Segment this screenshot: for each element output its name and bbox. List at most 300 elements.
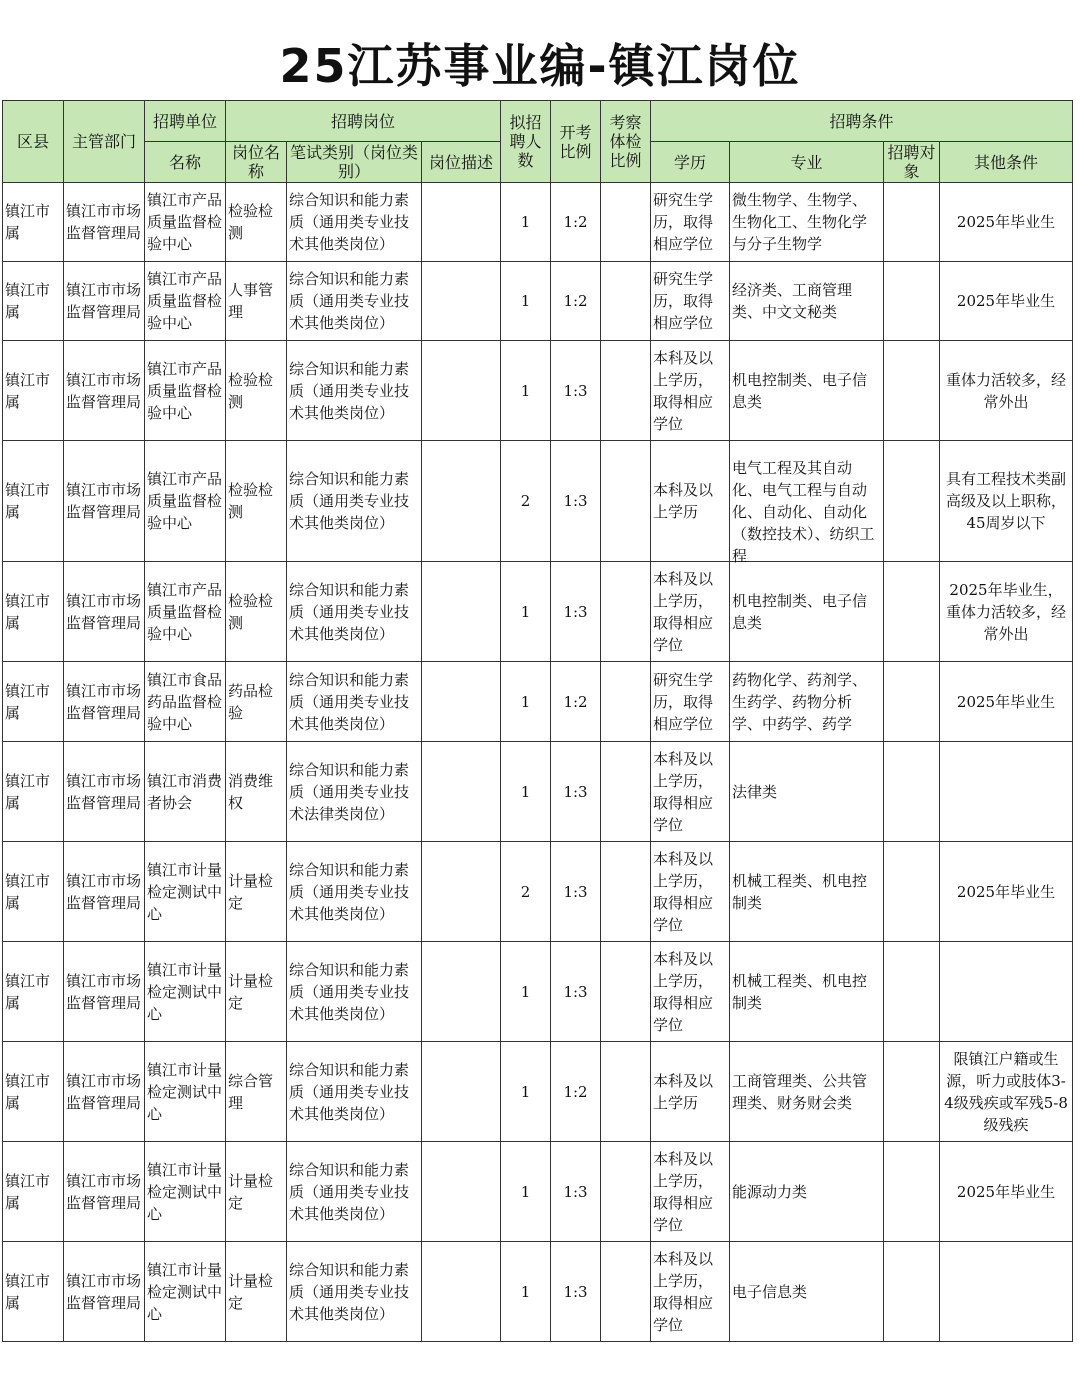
cell-exam-type bbox=[287, 441, 422, 562]
cell-district-text: 镇江市属 bbox=[5, 871, 51, 912]
cell-district-text: 镇江市属 bbox=[5, 971, 51, 1012]
cell-target bbox=[884, 1142, 940, 1242]
cell-unit-text: 镇江市计量检定测试中心 bbox=[147, 860, 223, 923]
cell-education-text: 本科及以上学历 bbox=[653, 481, 714, 521]
cell-exam-ratio bbox=[601, 662, 651, 742]
cell-post-text: 计量检定 bbox=[228, 871, 274, 912]
cell-post-text: 计量检定 bbox=[228, 1171, 274, 1212]
cell-dept-text: 镇江市市场监督管理局 bbox=[66, 370, 142, 411]
cell-exam-ratio bbox=[601, 183, 651, 262]
cell-exam-ratio bbox=[601, 262, 651, 341]
cell-dept-text: 镇江市市场监督管理局 bbox=[66, 281, 142, 321]
cell-count bbox=[501, 942, 551, 1042]
header-unit-name: 名称 bbox=[145, 142, 226, 183]
cell-exam-type bbox=[287, 662, 422, 742]
cell-exam-type bbox=[287, 1142, 422, 1242]
cell-ratio bbox=[551, 662, 601, 742]
cell-count bbox=[501, 562, 551, 662]
header-post-name: 岗位名称 bbox=[226, 142, 287, 183]
cell-district-text: 镇江市属 bbox=[5, 1171, 51, 1212]
cell-target bbox=[884, 942, 940, 1042]
cell-post-desc bbox=[422, 262, 501, 341]
cell-post bbox=[226, 1042, 287, 1142]
cell-unit bbox=[145, 1042, 226, 1142]
cell-education-text: 本科及以上学历，取得相应学位 bbox=[653, 348, 714, 433]
cell-unit-text: 镇江市计量检定测试中心 bbox=[147, 960, 223, 1023]
cell-target bbox=[884, 662, 940, 742]
page-title: 25江苏事业编-镇江岗位 bbox=[279, 39, 801, 93]
header-conditions-group: 招聘条件 bbox=[651, 101, 1073, 142]
cell-exam-type bbox=[287, 1242, 422, 1342]
cell-district bbox=[3, 262, 64, 341]
cell-count-text: 1 bbox=[520, 982, 531, 1001]
table-row bbox=[3, 441, 1073, 562]
cell-post bbox=[226, 942, 287, 1042]
cell-count bbox=[501, 742, 551, 842]
cell-district-text: 镇江市属 bbox=[5, 771, 51, 812]
cell-exam-ratio bbox=[601, 942, 651, 1042]
cell-education bbox=[651, 562, 730, 662]
cell-other-text: 2025年毕业生 bbox=[956, 1182, 1056, 1201]
cell-district bbox=[3, 662, 64, 742]
cell-ratio bbox=[551, 1242, 601, 1342]
cell-district bbox=[3, 1042, 64, 1142]
cell-other-text: 限镇江户籍或生源，听力或肢体3-4级残疾或军残5-8级残疾 bbox=[944, 1049, 1068, 1134]
cell-education-text: 本科及以上学历，取得相应学位 bbox=[653, 749, 714, 834]
cell-exam-type-text: 综合知识和能力素质（通用类专业技术其他类岗位） bbox=[289, 960, 410, 1023]
cell-target bbox=[884, 842, 940, 942]
cell-count-text: 1 bbox=[520, 292, 531, 310]
cell-district-text: 镇江市属 bbox=[5, 1071, 51, 1112]
cell-dept bbox=[64, 662, 145, 742]
cell-education bbox=[651, 341, 730, 441]
cell-district-text: 镇江市属 bbox=[5, 481, 51, 521]
cell-post-desc bbox=[422, 662, 501, 742]
cell-post-desc bbox=[422, 842, 501, 942]
cell-other-text: 2025年毕业生 bbox=[956, 292, 1056, 310]
header-ratio: 开考比例 bbox=[551, 101, 601, 183]
cell-ratio-text: 1:3 bbox=[563, 1182, 588, 1201]
cell-post-desc bbox=[422, 1142, 501, 1242]
cell-district bbox=[3, 742, 64, 842]
cell-post-text: 计量检定 bbox=[228, 971, 274, 1012]
cell-unit-text: 镇江市产品质量监督检验中心 bbox=[147, 270, 223, 332]
cell-other-text: 2025年毕业生 bbox=[956, 213, 1056, 231]
cell-other bbox=[940, 441, 1073, 562]
cell-education-text: 研究生学历，取得相应学位 bbox=[653, 670, 714, 733]
cell-ratio bbox=[551, 842, 601, 942]
cell-dept-text: 镇江市市场监督管理局 bbox=[66, 591, 142, 632]
header-major: 专业 bbox=[730, 142, 884, 183]
cell-major-text: 经济类、工商管理类、中文文秘类 bbox=[732, 281, 853, 321]
cell-other bbox=[940, 942, 1073, 1042]
header-exam-ratio: 考察体检比例 bbox=[601, 101, 651, 183]
cell-target bbox=[884, 562, 940, 662]
cell-major bbox=[730, 562, 884, 662]
cell-count-text: 1 bbox=[520, 213, 531, 231]
cell-exam-type bbox=[287, 262, 422, 341]
cell-exam-type-text: 综合知识和能力素质（通用类专业技术其他类岗位） bbox=[289, 270, 410, 332]
cell-post bbox=[226, 1242, 287, 1342]
cell-exam-ratio bbox=[601, 441, 651, 562]
cell-target bbox=[884, 1242, 940, 1342]
cell-count-text: 1 bbox=[520, 1082, 531, 1101]
cell-other bbox=[940, 1142, 1073, 1242]
cell-ratio bbox=[551, 562, 601, 662]
cell-education-text: 本科及以上学历，取得相应学位 bbox=[653, 949, 714, 1034]
cell-post bbox=[226, 1142, 287, 1242]
cell-unit-text: 镇江市消费者协会 bbox=[147, 771, 223, 812]
cell-unit bbox=[145, 1242, 226, 1342]
cell-ratio bbox=[551, 341, 601, 441]
header-row-1 bbox=[3, 101, 1073, 142]
cell-exam-type-text: 综合知识和能力素质（通用类专业技术其他类岗位） bbox=[289, 670, 410, 733]
cell-post bbox=[226, 562, 287, 662]
cell-education bbox=[651, 842, 730, 942]
cell-unit-text: 镇江市食品药品监督检验中心 bbox=[147, 670, 223, 733]
cell-target bbox=[884, 742, 940, 842]
cell-target bbox=[884, 441, 940, 562]
cell-count-text: 2 bbox=[520, 492, 531, 510]
cell-other bbox=[940, 842, 1073, 942]
cell-unit-text: 镇江市计量检定测试中心 bbox=[147, 1160, 223, 1223]
cell-dept bbox=[64, 341, 145, 441]
cell-exam-type-text: 综合知识和能力素质（通用类专业技术其他类岗位） bbox=[289, 470, 410, 532]
cell-exam-ratio bbox=[601, 562, 651, 662]
cell-dept bbox=[64, 562, 145, 662]
cell-ratio bbox=[551, 441, 601, 562]
cell-unit bbox=[145, 742, 226, 842]
cell-education bbox=[651, 441, 730, 562]
cell-other bbox=[940, 262, 1073, 341]
cell-other bbox=[940, 183, 1073, 262]
cell-dept-text: 镇江市市场监督管理局 bbox=[66, 871, 142, 912]
cell-dept bbox=[64, 262, 145, 341]
cell-post-desc bbox=[422, 942, 501, 1042]
cell-exam-type bbox=[287, 842, 422, 942]
cell-other-text: 2025年毕业生 bbox=[956, 692, 1056, 711]
cell-district bbox=[3, 562, 64, 662]
cell-dept-text: 镇江市市场监督管理局 bbox=[66, 771, 142, 812]
table-row bbox=[3, 562, 1073, 662]
cell-education bbox=[651, 742, 730, 842]
cell-count-text: 1 bbox=[520, 381, 531, 400]
cell-count bbox=[501, 441, 551, 562]
table-row bbox=[3, 1242, 1073, 1342]
cell-post bbox=[226, 662, 287, 742]
cell-education bbox=[651, 183, 730, 262]
cell-other bbox=[940, 1242, 1073, 1342]
recruitment-table bbox=[2, 100, 1073, 1342]
cell-ratio-text: 1:2 bbox=[563, 692, 588, 711]
cell-district bbox=[3, 942, 64, 1042]
cell-education-text: 本科及以上学历，取得相应学位 bbox=[653, 1249, 714, 1334]
cell-district bbox=[3, 341, 64, 441]
cell-ratio-text: 1:2 bbox=[563, 292, 588, 310]
cell-post-desc bbox=[422, 441, 501, 562]
cell-exam-type-text: 综合知识和能力素质（通用类专业技术其他类岗位） bbox=[289, 359, 410, 422]
cell-count bbox=[501, 262, 551, 341]
cell-dept bbox=[64, 742, 145, 842]
cell-unit bbox=[145, 1142, 226, 1242]
cell-major bbox=[730, 662, 884, 742]
cell-major-text: 药物化学、药剂学、生药学、药物分析学、中药学、药学 bbox=[732, 670, 868, 733]
cell-other-text: 具有工程技术类副高级及以上职称，45周岁以下 bbox=[946, 470, 1067, 532]
cell-exam-type bbox=[287, 1042, 422, 1142]
cell-post bbox=[226, 341, 287, 441]
cell-exam-type bbox=[287, 562, 422, 662]
cell-exam-type bbox=[287, 942, 422, 1042]
cell-ratio bbox=[551, 1042, 601, 1142]
cell-major bbox=[730, 341, 884, 441]
cell-ratio-text: 1:3 bbox=[563, 782, 588, 801]
cell-major-text: 微生物学、生物学、生物化工、生物化学与分子生物学 bbox=[732, 191, 868, 253]
table-row bbox=[3, 662, 1073, 742]
cell-post bbox=[226, 183, 287, 262]
cell-dept-text: 镇江市市场监督管理局 bbox=[66, 1271, 142, 1312]
cell-post bbox=[226, 842, 287, 942]
cell-district-text: 镇江市属 bbox=[5, 281, 51, 321]
cell-dept-text: 镇江市市场监督管理局 bbox=[66, 681, 142, 722]
cell-other-text: 2025年毕业生，重体力活较多，经常外出 bbox=[946, 580, 1067, 643]
cell-count bbox=[501, 183, 551, 262]
cell-other bbox=[940, 742, 1073, 842]
cell-education bbox=[651, 1142, 730, 1242]
cell-major-text: 机电控制类、电子信息类 bbox=[732, 591, 868, 632]
cell-post bbox=[226, 742, 287, 842]
cell-exam-type-text: 综合知识和能力素质（通用类专业技术其他类岗位） bbox=[289, 1260, 410, 1323]
cell-major-text: 法律类 bbox=[732, 782, 778, 801]
cell-exam-type-text: 综合知识和能力素质（通用类专业技术其他类岗位） bbox=[289, 1160, 410, 1223]
cell-ratio bbox=[551, 183, 601, 262]
cell-count-text: 2 bbox=[520, 882, 531, 901]
cell-education bbox=[651, 1042, 730, 1142]
table-row bbox=[3, 262, 1073, 341]
cell-dept bbox=[64, 441, 145, 562]
cell-dept-text: 镇江市市场监督管理局 bbox=[66, 971, 142, 1012]
cell-other-text: 重体力活较多，经常外出 bbox=[946, 370, 1067, 411]
header-target: 招聘对象 bbox=[884, 142, 940, 183]
cell-ratio-text: 1:3 bbox=[563, 1282, 588, 1301]
cell-exam-ratio bbox=[601, 1042, 651, 1142]
cell-dept bbox=[64, 183, 145, 262]
cell-unit-text: 镇江市产品质量监督检验中心 bbox=[147, 470, 223, 532]
cell-unit bbox=[145, 341, 226, 441]
cell-count-text: 1 bbox=[520, 1182, 531, 1201]
cell-district-text: 镇江市属 bbox=[5, 370, 51, 411]
table-row bbox=[3, 1142, 1073, 1242]
cell-education-text: 研究生学历，取得相应学位 bbox=[653, 270, 714, 332]
cell-target bbox=[884, 183, 940, 262]
cell-education-text: 研究生学历，取得相应学位 bbox=[653, 191, 714, 253]
cell-post-text: 检验检测 bbox=[228, 481, 274, 521]
header-post-desc: 岗位描述 bbox=[422, 142, 501, 183]
cell-ratio bbox=[551, 262, 601, 341]
table-row bbox=[3, 842, 1073, 942]
cell-other bbox=[940, 341, 1073, 441]
cell-district bbox=[3, 183, 64, 262]
cell-post-text: 综合管理 bbox=[228, 1071, 274, 1112]
cell-ratio-text: 1:3 bbox=[563, 982, 588, 1001]
header-exam-type: 笔试类别（岗位类别） bbox=[287, 142, 422, 183]
cell-major bbox=[730, 262, 884, 341]
cell-other bbox=[940, 1042, 1073, 1142]
cell-education-text: 本科及以上学历，取得相应学位 bbox=[653, 1149, 714, 1234]
cell-education-text: 本科及以上学历 bbox=[653, 1071, 714, 1112]
cell-major-text: 工商管理类、公共管理类、财务财会类 bbox=[732, 1071, 868, 1112]
cell-major bbox=[730, 183, 884, 262]
header-count: 拟招聘人数 bbox=[501, 101, 551, 183]
cell-unit bbox=[145, 441, 226, 562]
cell-unit-text: 镇江市产品质量监督检验中心 bbox=[147, 580, 223, 643]
cell-post-desc bbox=[422, 742, 501, 842]
cell-post-text: 检验检测 bbox=[228, 591, 274, 632]
cell-major bbox=[730, 1142, 884, 1242]
cell-post-desc bbox=[422, 183, 501, 262]
cell-other-text: 2025年毕业生 bbox=[956, 882, 1056, 901]
cell-target bbox=[884, 341, 940, 441]
cell-unit-text: 镇江市产品质量监督检验中心 bbox=[147, 359, 223, 422]
cell-ratio-text: 1:2 bbox=[563, 213, 588, 231]
cell-count bbox=[501, 1042, 551, 1142]
cell-ratio-text: 1:3 bbox=[563, 492, 588, 510]
cell-district-text: 镇江市属 bbox=[5, 202, 51, 242]
cell-unit bbox=[145, 183, 226, 262]
cell-exam-type bbox=[287, 183, 422, 262]
cell-major-text: 机电控制类、电子信息类 bbox=[732, 370, 868, 411]
cell-post-text: 药品检验 bbox=[228, 681, 274, 722]
cell-ratio-text: 1:3 bbox=[563, 882, 588, 901]
cell-post bbox=[226, 262, 287, 341]
cell-count bbox=[501, 1142, 551, 1242]
cell-district-text: 镇江市属 bbox=[5, 681, 51, 722]
cell-ratio-text: 1:2 bbox=[563, 1082, 588, 1101]
cell-exam-ratio bbox=[601, 742, 651, 842]
cell-major-text: 电气工程及其自动化、电气工程与自动化、自动化、自动化（数控技术）、纺织工程 bbox=[732, 459, 875, 565]
cell-dept-text: 镇江市市场监督管理局 bbox=[66, 481, 142, 521]
cell-ratio bbox=[551, 942, 601, 1042]
cell-exam-ratio bbox=[601, 341, 651, 441]
cell-dept-text: 镇江市市场监督管理局 bbox=[66, 202, 142, 242]
cell-major bbox=[730, 441, 884, 565]
cell-post-text: 检验检测 bbox=[228, 370, 274, 411]
cell-exam-ratio bbox=[601, 842, 651, 942]
cell-count bbox=[501, 662, 551, 742]
cell-exam-type-text: 综合知识和能力素质（通用类专业技术其他类岗位） bbox=[289, 580, 410, 643]
cell-dept-text: 镇江市市场监督管理局 bbox=[66, 1071, 142, 1112]
cell-count-text: 1 bbox=[520, 602, 531, 621]
header-district: 区县 bbox=[3, 101, 64, 183]
cell-major bbox=[730, 1242, 884, 1342]
cell-district bbox=[3, 1142, 64, 1242]
table-row bbox=[3, 183, 1073, 262]
cell-dept bbox=[64, 942, 145, 1042]
cell-post-text: 人事管理 bbox=[228, 281, 274, 321]
cell-count bbox=[501, 1242, 551, 1342]
cell-education bbox=[651, 1242, 730, 1342]
table-row bbox=[3, 1042, 1073, 1142]
cell-dept bbox=[64, 1142, 145, 1242]
cell-major-text: 机械工程类、机电控制类 bbox=[732, 871, 868, 912]
cell-unit-text: 镇江市产品质量监督检验中心 bbox=[147, 191, 223, 253]
cell-education bbox=[651, 942, 730, 1042]
cell-count-text: 1 bbox=[520, 692, 531, 711]
header-post-group: 招聘岗位 bbox=[226, 101, 501, 142]
cell-post-text: 检验检测 bbox=[228, 202, 274, 242]
cell-post-desc bbox=[422, 341, 501, 441]
header-dept: 主管部门 bbox=[64, 101, 145, 183]
cell-major bbox=[730, 742, 884, 842]
cell-district bbox=[3, 441, 64, 562]
cell-unit-text: 镇江市计量检定测试中心 bbox=[147, 1260, 223, 1323]
cell-target bbox=[884, 262, 940, 341]
table-row bbox=[3, 341, 1073, 441]
cell-major-text: 能源动力类 bbox=[732, 1182, 808, 1201]
cell-exam-type-text: 综合知识和能力素质（通用类专业技术其他类岗位） bbox=[289, 1060, 410, 1123]
cell-ratio bbox=[551, 742, 601, 842]
cell-exam-type-text: 综合知识和能力素质（通用类专业技术其他类岗位） bbox=[289, 860, 410, 923]
cell-district-text: 镇江市属 bbox=[5, 591, 51, 632]
cell-count-text: 1 bbox=[520, 782, 531, 801]
cell-major bbox=[730, 842, 884, 942]
cell-post-desc bbox=[422, 1042, 501, 1142]
cell-education-text: 本科及以上学历，取得相应学位 bbox=[653, 569, 714, 654]
cell-district bbox=[3, 1242, 64, 1342]
header-other: 其他条件 bbox=[940, 142, 1073, 183]
cell-exam-type bbox=[287, 742, 422, 842]
cell-ratio bbox=[551, 1142, 601, 1242]
cell-post-desc bbox=[422, 1242, 501, 1342]
cell-count-text: 1 bbox=[520, 1282, 531, 1301]
header-unit-group: 招聘单位 bbox=[145, 101, 226, 142]
cell-major-text: 电子信息类 bbox=[732, 1282, 808, 1301]
cell-unit bbox=[145, 942, 226, 1042]
cell-post-desc bbox=[422, 562, 501, 662]
cell-exam-ratio bbox=[601, 1142, 651, 1242]
cell-dept-text: 镇江市市场监督管理局 bbox=[66, 1171, 142, 1212]
cell-education bbox=[651, 262, 730, 341]
cell-post bbox=[226, 441, 287, 562]
cell-major bbox=[730, 1042, 884, 1142]
cell-education bbox=[651, 662, 730, 742]
cell-major bbox=[730, 942, 884, 1042]
cell-target bbox=[884, 1042, 940, 1142]
cell-post-text: 计量检定 bbox=[228, 1271, 274, 1312]
cell-exam-type bbox=[287, 341, 422, 441]
cell-exam-ratio bbox=[601, 1242, 651, 1342]
cell-post-text: 消费维权 bbox=[228, 771, 274, 812]
table-body bbox=[3, 183, 1073, 1342]
header-education: 学历 bbox=[651, 142, 730, 183]
cell-major-text: 机械工程类、机电控制类 bbox=[732, 971, 868, 1012]
cell-ratio-text: 1:3 bbox=[563, 602, 588, 621]
cell-other bbox=[940, 662, 1073, 742]
cell-ratio-text: 1:3 bbox=[563, 381, 588, 400]
cell-dept bbox=[64, 1042, 145, 1142]
cell-district bbox=[3, 842, 64, 942]
cell-education-text: 本科及以上学历，取得相应学位 bbox=[653, 849, 714, 934]
cell-exam-type-text: 综合知识和能力素质（通用类专业技术其他类岗位） bbox=[289, 191, 410, 253]
cell-dept bbox=[64, 842, 145, 942]
cell-count bbox=[501, 341, 551, 441]
cell-district-text: 镇江市属 bbox=[5, 1271, 51, 1312]
cell-unit-text: 镇江市计量检定测试中心 bbox=[147, 1060, 223, 1123]
table-row bbox=[3, 942, 1073, 1042]
cell-other bbox=[940, 562, 1073, 662]
cell-count bbox=[501, 842, 551, 942]
cell-unit bbox=[145, 662, 226, 742]
cell-dept bbox=[64, 1242, 145, 1342]
